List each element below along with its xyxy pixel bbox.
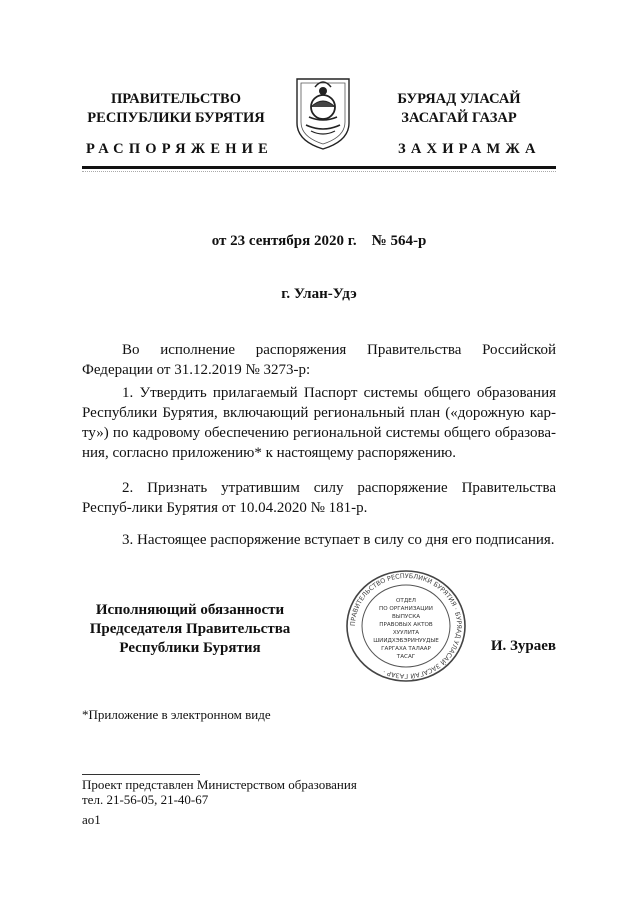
- stamp-ring-text: ПРАВИТЕЛЬСТВО РЕСПУБЛИКИ БУРЯТИЯ · БУРЯАД УЛАСАЙ ЗАСАГАЙ ГАЗАР ·: [348, 571, 464, 681]
- header-right: [376, 90, 542, 128]
- item-1-paragraph: 1. Утвердить прилагаемый Паспорт системы общего образования Республики Бурятия, включающий региональный план («дорожную кар-ту») по кадровому обеспечению региональной системы общего образова-ния, согласно приложению* к настоящему распоряжению.: [82, 385, 556, 461]
- item-2-paragraph: 2. Признать утратившим силу распоряжение Правительства Респуб-лики Бурятия от 10.04.2020 № 181-р.: [82, 480, 556, 516]
- stamp-line: ТАСАГ: [396, 654, 416, 660]
- item-3-paragraph: 3. Настоящее распоряжение вступает в силу со дня его подписания.: [122, 532, 555, 548]
- stamp-line: ПРАВОВЫХ АКТОВ: [379, 622, 433, 628]
- header-dotted-rule: [82, 171, 556, 172]
- preamble-paragraph: Во исполнение распоряжения Правительства Российской Федерации от 31.12.2019 № 3273-р:: [82, 342, 556, 378]
- footer-line2: тел. 21-56-05, 21-40-67: [82, 792, 209, 807]
- header-left-line2: РЕСПУБЛИКИ БУРЯТИЯ: [87, 110, 265, 126]
- header-rule: [82, 166, 556, 169]
- date-and-number: от 23 сентября 2020 г. № 564-р: [211, 233, 427, 249]
- stamp-line: ОТДЕЛ: [396, 598, 416, 604]
- stamp-line: ГАРГАХА ТАЛААР: [381, 646, 431, 652]
- signatory-name: И. Зураев: [490, 638, 556, 654]
- stamp-line: ХУУЛИТА: [392, 630, 420, 636]
- doc-type-right: ЗАХИРАМЖА: [398, 141, 541, 157]
- footer-note: [82, 777, 357, 807]
- signatory-position: [82, 601, 298, 658]
- document-code: ao1: [82, 812, 101, 827]
- stamp-line: ШИИДХЭБЭРИНУУДЫЕ: [373, 638, 439, 644]
- doc-type-left: РАСПОРЯЖЕНИЕ: [86, 141, 274, 157]
- footer-line1: Проект представлен Министерством образования: [82, 777, 357, 792]
- header-left-line1: ПРАВИТЕЛЬСТВО: [111, 91, 241, 107]
- signatory-position-line2: Председателя Правительства: [89, 621, 291, 637]
- appendix-note: *Приложение в электронном виде: [82, 707, 271, 722]
- header-left: [78, 90, 274, 128]
- header-right-line1: БУРЯАД УЛАСАЙ: [397, 91, 521, 107]
- official-stamp: [344, 568, 468, 684]
- header-right-line2: ЗАСАГАЙ ГАЗАР: [401, 110, 517, 126]
- buryatia-coat-of-arms-icon: [293, 73, 353, 151]
- city: г. Улан-Удэ: [281, 286, 357, 302]
- signatory-position-line1: Исполняющий обязанности: [95, 602, 285, 618]
- stamp-line: ВЫПУСКА: [391, 614, 421, 620]
- footer-rule: [82, 774, 200, 775]
- signatory-position-line3: Республики Бурятия: [119, 640, 261, 656]
- stamp-line: ПО ОРГАНИЗАЦИИ: [379, 606, 433, 612]
